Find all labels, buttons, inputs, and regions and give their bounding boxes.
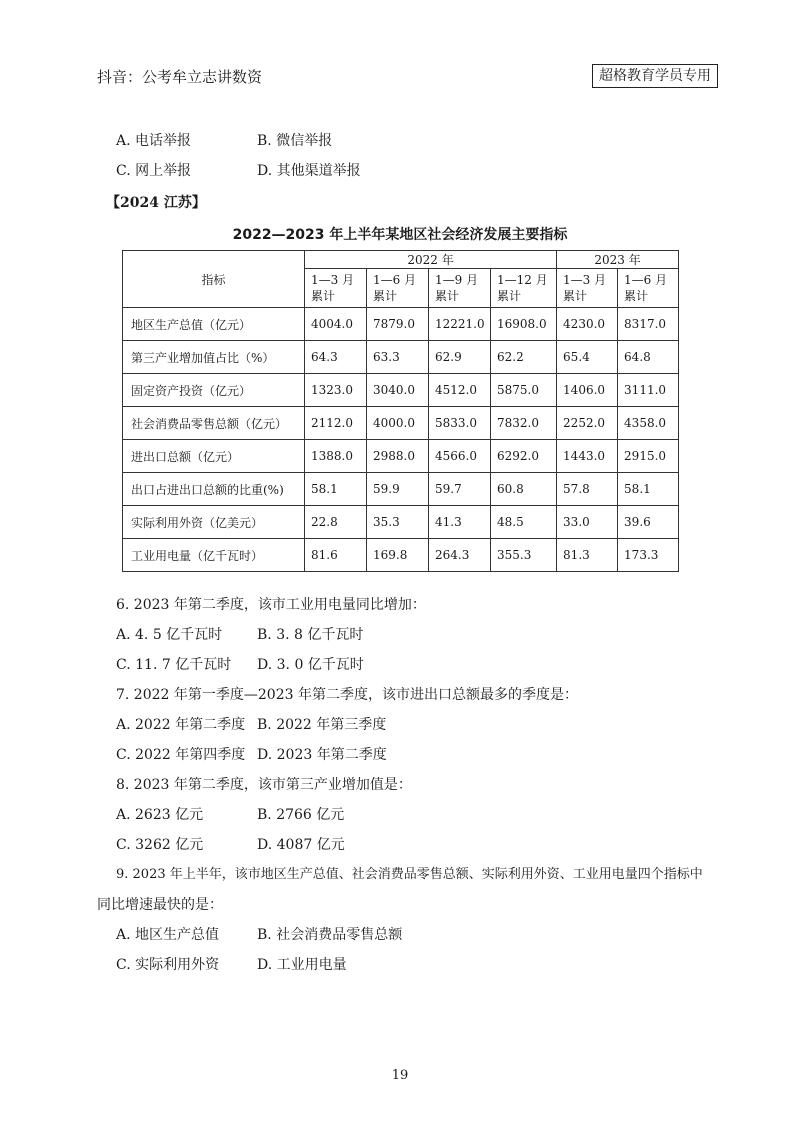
indicator-cell: 地区生产总值（亿元） [123, 308, 305, 341]
value-cell: 64.8 [618, 341, 679, 374]
option-text: 2022 年第二季度 [135, 717, 246, 733]
q8-option-a [116, 806, 203, 824]
value-cell: 39.6 [618, 506, 679, 539]
year-2022-header: 2022 年 [305, 251, 557, 269]
q9-option-d [257, 956, 347, 974]
value-cell: 62.2 [491, 341, 557, 374]
q7-option-d [257, 746, 387, 764]
option-letter: A. [116, 807, 131, 823]
option-letter: B. [257, 927, 272, 943]
q8-option-d [257, 836, 345, 854]
value-cell: 12221.0 [429, 308, 491, 341]
value-cell: 1406.0 [557, 374, 618, 407]
value-cell: 58.1 [305, 473, 367, 506]
option-text: 4087 亿元 [276, 837, 345, 853]
question-9-stem-line2: 同比增速最快的是： [97, 897, 223, 913]
prev-option-c [116, 162, 191, 180]
period-header [429, 269, 491, 308]
q9-option-b [257, 926, 402, 944]
prev-option-b [257, 132, 332, 150]
indicator-cell: 工业用电量（亿千瓦时） [123, 539, 305, 572]
q8-option-b [257, 806, 344, 824]
value-cell: 35.3 [367, 506, 429, 539]
indicator-cell: 第三产业增加值占比（%） [123, 341, 305, 374]
option-text: 2766 亿元 [276, 807, 345, 823]
question-9-stem-line1: 9. 2023 年上半年，该市地区生产总值、社会消费品零售总额、实际利用外资、工业用电量四个指标中 [116, 867, 703, 882]
q6-option-d [257, 656, 364, 674]
value-cell: 173.3 [618, 539, 679, 572]
value-cell: 4004.0 [305, 308, 367, 341]
option-text: 2623 亿元 [135, 807, 204, 823]
option-letter: B. [257, 717, 272, 733]
value-cell: 16908.0 [491, 308, 557, 341]
table-row [123, 341, 679, 374]
period-header [491, 269, 557, 308]
value-cell: 62.9 [429, 341, 491, 374]
value-cell: 6292.0 [491, 440, 557, 473]
option-text: 实际利用外资 [135, 957, 220, 973]
option-letter: D. [257, 163, 273, 179]
value-cell: 63.3 [367, 341, 429, 374]
period-range: 1—6 月 [373, 273, 417, 287]
value-cell: 264.3 [429, 539, 491, 572]
value-cell: 1443.0 [557, 440, 618, 473]
option-letter: B. [257, 133, 272, 149]
period-header [305, 269, 367, 308]
year-2023-header: 2023 年 [557, 251, 679, 269]
period-range: 1—9 月 [435, 273, 479, 287]
option-letter: A. [116, 627, 131, 643]
page-number: 19 [391, 1068, 409, 1083]
value-cell: 81.6 [305, 539, 367, 572]
value-cell: 7832.0 [491, 407, 557, 440]
option-text: 3262 亿元 [135, 837, 204, 853]
option-text: 11. 7 亿千瓦时 [135, 657, 232, 673]
value-cell: 2988.0 [367, 440, 429, 473]
table-row [123, 308, 679, 341]
period-label: 累计 [311, 289, 336, 303]
option-letter: C. [116, 837, 131, 853]
period-range: 1—3 月 [311, 273, 355, 287]
value-cell: 41.3 [429, 506, 491, 539]
indicator-cell: 出口占进出口总额的比重(%) [123, 473, 305, 506]
indicator-cell: 固定资产投资（亿元） [123, 374, 305, 407]
q9-option-a [116, 926, 219, 944]
period-label: 累计 [497, 289, 522, 303]
option-text: 社会消费品零售总额 [276, 927, 403, 943]
table-row [123, 506, 679, 539]
option-text: 4. 5 亿千瓦时 [135, 627, 223, 643]
option-letter: A. [116, 133, 131, 149]
table-header-row [123, 251, 679, 269]
q6-option-a [116, 626, 222, 644]
value-cell: 4512.0 [429, 374, 491, 407]
value-cell: 59.9 [367, 473, 429, 506]
prev-option-d [257, 162, 361, 180]
option-letter: A. [116, 717, 131, 733]
value-cell: 57.8 [557, 473, 618, 506]
option-letter: B. [257, 807, 272, 823]
period-range: 1—12 月 [497, 273, 548, 287]
value-cell: 22.8 [305, 506, 367, 539]
q7-option-a [116, 716, 245, 734]
header-left-text: 抖音：公考牟立志讲数资 [97, 68, 263, 86]
value-cell: 58.1 [618, 473, 679, 506]
option-text: 微信举报 [276, 133, 333, 149]
q6-option-b [257, 626, 363, 644]
value-cell: 33.0 [557, 506, 618, 539]
value-cell: 7879.0 [367, 308, 429, 341]
option-letter: D. [257, 957, 273, 973]
question-7-stem: 7. 2022 年第一季度—2023 年第二季度，该市进出口总额最多的季度是： [116, 687, 578, 703]
q7-option-b [257, 716, 386, 734]
question-6-stem: 6. 2023 年第二季度，该市工业用电量同比增加： [116, 597, 426, 613]
value-cell: 4230.0 [557, 308, 618, 341]
option-text: 2022 年第四季度 [135, 747, 246, 763]
option-letter: C. [116, 163, 131, 179]
table-row [123, 539, 679, 572]
value-cell: 81.3 [557, 539, 618, 572]
value-cell: 2112.0 [305, 407, 367, 440]
prev-option-a [116, 132, 191, 150]
period-range: 1—6 月 [624, 273, 668, 287]
q6-option-c [116, 656, 231, 674]
value-cell: 3040.0 [367, 374, 429, 407]
header-right-badge: 超格教育学员专用 [592, 64, 718, 88]
table-row [123, 407, 679, 440]
q7-option-c [116, 746, 245, 764]
value-cell: 4000.0 [367, 407, 429, 440]
indicator-header: 指标 [123, 251, 305, 308]
option-letter: C. [116, 657, 131, 673]
option-text: 地区生产总值 [135, 927, 220, 943]
table-row [123, 374, 679, 407]
value-cell: 1323.0 [305, 374, 367, 407]
q9-option-c [116, 956, 219, 974]
table-title: 2022—2023 年上半年某地区社会经济发展主要指标 [232, 227, 568, 243]
option-text: 2022 年第三季度 [276, 717, 387, 733]
indicator-cell: 实际利用外资（亿美元） [123, 506, 305, 539]
value-cell: 5833.0 [429, 407, 491, 440]
table-row [123, 440, 679, 473]
indicator-cell: 进出口总额（亿元） [123, 440, 305, 473]
period-header [367, 269, 429, 308]
value-cell: 4566.0 [429, 440, 491, 473]
option-letter: D. [257, 657, 273, 673]
value-cell: 3111.0 [618, 374, 679, 407]
option-letter: D. [257, 747, 273, 763]
table-row [123, 473, 679, 506]
statistics-table [122, 250, 679, 572]
value-cell: 59.7 [429, 473, 491, 506]
option-text: 电话举报 [135, 133, 192, 149]
value-cell: 5875.0 [491, 374, 557, 407]
value-cell: 8317.0 [618, 308, 679, 341]
period-label: 累计 [624, 289, 649, 303]
value-cell: 2252.0 [557, 407, 618, 440]
option-text: 2023 年第二季度 [276, 747, 387, 763]
option-letter: C. [116, 747, 131, 763]
period-label: 累计 [435, 289, 460, 303]
question-8-stem: 8. 2023 年第二季度，该市第三产业增加值是： [116, 777, 412, 793]
value-cell: 60.8 [491, 473, 557, 506]
value-cell: 64.3 [305, 341, 367, 374]
option-letter: C. [116, 957, 131, 973]
option-text: 工业用电量 [276, 957, 347, 973]
period-label: 累计 [373, 289, 398, 303]
option-text: 3. 0 亿千瓦时 [276, 657, 364, 673]
option-text: 网上举报 [135, 163, 192, 179]
option-letter: A. [116, 927, 131, 943]
value-cell: 169.8 [367, 539, 429, 572]
option-letter: D. [257, 837, 273, 853]
period-range: 1—3 月 [563, 273, 607, 287]
q8-option-c [116, 836, 203, 854]
value-cell: 48.5 [491, 506, 557, 539]
value-cell: 1388.0 [305, 440, 367, 473]
indicator-cell: 社会消费品零售总额（亿元） [123, 407, 305, 440]
value-cell: 4358.0 [618, 407, 679, 440]
period-label: 累计 [563, 289, 588, 303]
period-header [557, 269, 618, 308]
source-tag: 【2024 江苏】 [106, 195, 206, 211]
period-header [618, 269, 679, 308]
value-cell: 65.4 [557, 341, 618, 374]
value-cell: 355.3 [491, 539, 557, 572]
option-text: 其他渠道举报 [276, 163, 361, 179]
value-cell: 2915.0 [618, 440, 679, 473]
option-letter: B. [257, 627, 272, 643]
option-text: 3. 8 亿千瓦时 [276, 627, 364, 643]
